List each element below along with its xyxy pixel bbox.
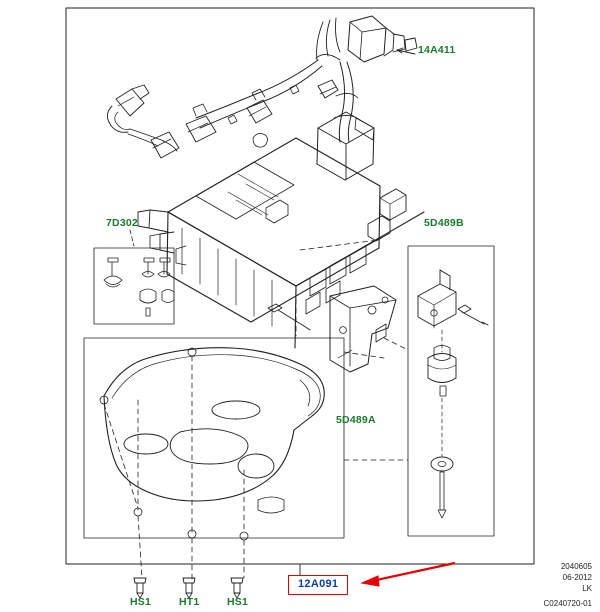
meta-line-4: C0240720-01 bbox=[543, 599, 592, 608]
part-label-5d489a: 5D489A bbox=[336, 414, 376, 426]
highlight-arrow bbox=[362, 563, 455, 586]
part-label-14a411: 14A411 bbox=[418, 44, 456, 56]
highlighted-part-callout[interactable]: 12A091 bbox=[288, 575, 348, 595]
meta-line-3: LK bbox=[582, 584, 592, 593]
part-label-ht1: HT1 bbox=[179, 596, 200, 608]
meta-line-2: 06-2012 bbox=[562, 573, 592, 582]
part-label-5d489b: 5D489B bbox=[424, 217, 464, 229]
part-label-hs1-left: HS1 bbox=[130, 596, 152, 608]
meta-line-1: 2040605 bbox=[560, 562, 592, 571]
part-label-hs1-right: HS1 bbox=[227, 596, 249, 608]
part-label-7d302: 7D302 bbox=[106, 217, 138, 229]
